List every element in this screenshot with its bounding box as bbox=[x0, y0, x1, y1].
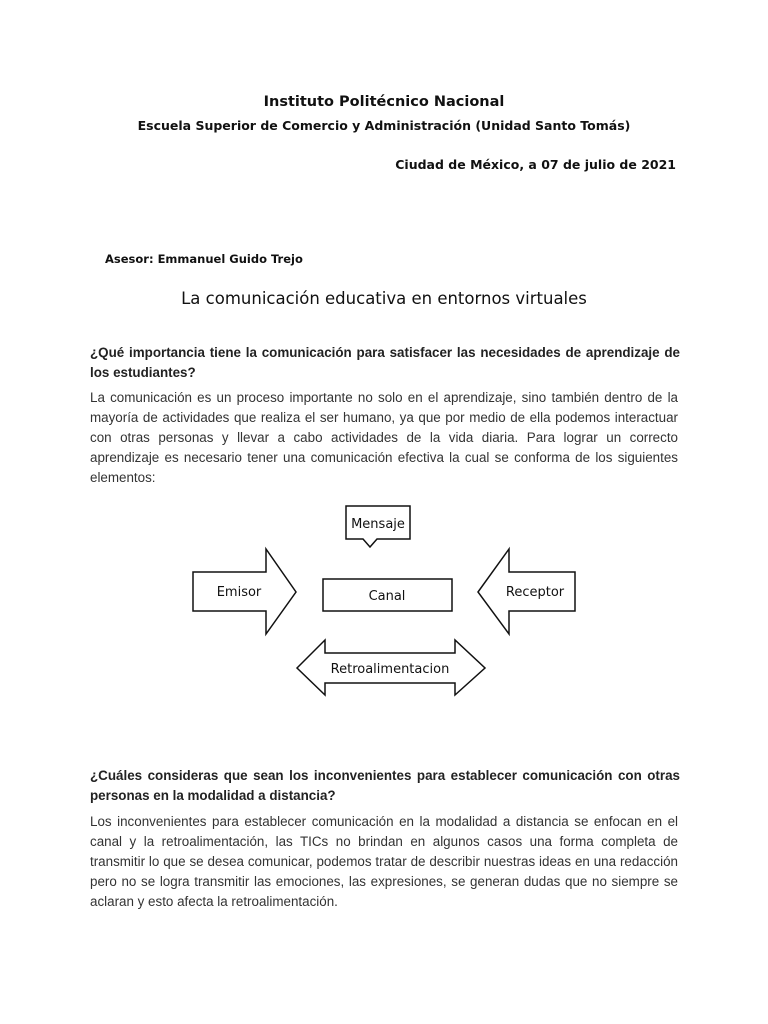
date-line: Ciudad de México, a 07 de julio de 2021 bbox=[395, 157, 676, 172]
institution-name: Instituto Politécnico Nacional bbox=[263, 94, 505, 110]
advisor-name: Asesor: Emmanuel Guido Trejo bbox=[105, 252, 303, 266]
question-1: ¿Qué importancia tiene la comunicación para satisfacer las necesidades de aprendizaje de los estudiantes? bbox=[90, 345, 680, 380]
school-name: Escuela Superior de Comercio y Administración (Unidad Santo Tomás) bbox=[137, 118, 631, 133]
question-2: ¿Cuáles consideras que sean los inconvenientes para establecer comunicación con otras personas en la modalidad a distancia? bbox=[90, 768, 680, 803]
answer-1: La comunicación es un proceso importante no solo en el aprendizaje, sino también dentro de la mayoría de actividades que realiza el ser humano, ya que por medio de ella podemos interactuar con otras personas y llevar a cabo actividades de la vida diaria. Para lograr un correcto aprendizaje es necesario tener una comunicación efectiva la cual se conforma de los siguientes elementos: bbox=[90, 390, 678, 485]
receptor-label: Receptor bbox=[505, 585, 565, 600]
retroalimentacion-label: Retroalimentacion bbox=[330, 662, 450, 677]
mensaje-label: Mensaje bbox=[351, 517, 405, 532]
emisor-label: Emisor bbox=[216, 585, 262, 600]
canal-label: Canal bbox=[368, 589, 406, 604]
communication-diagram bbox=[185, 500, 565, 705]
answer-2: Los inconvenientes para establecer comunicación en la modalidad a distancia se enfocan en el canal y la retroalimentación, las TICs no brindan en algunos casos una forma completa de transmitir lo que se desea comunicar, podemos tratar de describir nuestras ideas en una redacción pero no se logra transmitir las emociones, las expresiones, se generan dudas que no siempre se aclaran y esto afecta la retroalimentación. bbox=[90, 814, 678, 909]
document-title: La comunicación educativa en entornos virtuales bbox=[181, 289, 587, 308]
